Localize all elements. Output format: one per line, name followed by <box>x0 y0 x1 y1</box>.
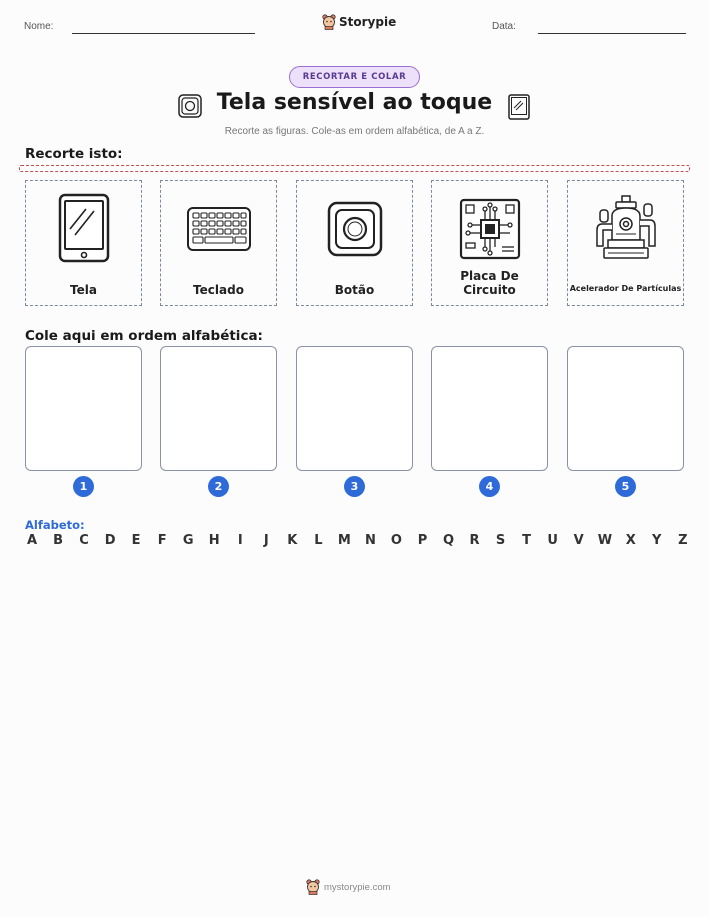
number-badge-4: 4 <box>479 476 500 497</box>
name-label: Nome: <box>24 21 54 32</box>
activity-badge: RECORTAR E COLAR <box>289 66 420 88</box>
storypie-logo <box>322 14 396 30</box>
alphabet-letter: I <box>237 533 243 548</box>
alphabet-letter: H <box>208 533 220 548</box>
cut-card-acelerador-de-particulas[interactable] <box>567 180 684 306</box>
number-badge-5: 5 <box>615 476 636 497</box>
page-title: Tela sensível ao toque <box>216 90 493 115</box>
cut-section-label: Recorte isto: <box>25 146 123 162</box>
name-line[interactable] <box>72 33 255 34</box>
alphabet-letter: O <box>390 533 402 548</box>
alphabet-row <box>25 533 690 548</box>
paste-section-label: Cole aqui em ordem alfabética: <box>25 328 263 344</box>
circuit-board-icon <box>458 197 522 261</box>
alphabet-letter: A <box>26 533 38 548</box>
paste-box-4[interactable] <box>431 346 548 471</box>
paste-box-2[interactable] <box>160 346 277 471</box>
alphabet-letter: Q <box>442 533 455 548</box>
paste-box-5[interactable] <box>567 346 684 471</box>
card-label: Acelerador De Partículas <box>569 284 682 293</box>
number-badge-3: 3 <box>344 476 365 497</box>
alphabet-label: Alfabeto: <box>25 518 85 532</box>
brand-name: Storypie <box>339 15 397 29</box>
card-label: Botão <box>334 283 375 297</box>
number-badge-2: 2 <box>208 476 229 497</box>
alphabet-letter: X <box>625 533 636 548</box>
alphabet-letter: J <box>263 533 269 548</box>
alphabet-letter: N <box>364 533 376 548</box>
bear-icon <box>322 14 336 30</box>
card-label: Teclado <box>193 283 244 297</box>
alphabet-letter: W <box>597 533 613 548</box>
alphabet-letter: M <box>337 533 351 548</box>
alphabet-letter: S <box>495 533 506 548</box>
alphabet-letter: Z <box>678 533 688 548</box>
cut-card-botao[interactable] <box>296 180 413 306</box>
alphabet-letter: B <box>53 533 63 548</box>
alphabet-letter: P <box>417 533 428 548</box>
keyboard-icon <box>186 206 252 252</box>
alphabet-letter: R <box>469 533 480 548</box>
particle-accelerator-icon <box>594 194 658 264</box>
cut-line <box>19 165 690 172</box>
number-badge-1: 1 <box>73 476 94 497</box>
alphabet-letter: C <box>79 533 89 548</box>
bear-icon <box>306 879 320 895</box>
instructions: Recorte as figuras. Cole-as em ordem alfabética, de A a Z. <box>224 126 485 137</box>
paste-box-1[interactable] <box>25 346 142 471</box>
cut-card-placa-de-circuito[interactable] <box>431 180 548 306</box>
alphabet-letter: E <box>131 533 141 548</box>
date-label: Data: <box>492 21 516 32</box>
button-icon <box>326 200 384 258</box>
alphabet-letter: K <box>287 533 298 548</box>
date-line[interactable] <box>538 33 686 34</box>
footer <box>306 879 391 895</box>
tablet-icon <box>56 193 112 265</box>
alphabet-letter: F <box>157 533 167 548</box>
paste-box-3[interactable] <box>296 346 413 471</box>
card-label: Placa De Circuito <box>460 269 519 297</box>
alphabet-letter: T <box>522 533 532 548</box>
alphabet-letter: Y <box>652 533 662 548</box>
alphabet-letter: U <box>547 533 558 548</box>
alphabet-letter: L <box>314 533 323 548</box>
tablet-icon <box>507 94 531 120</box>
card-label: Tela <box>70 283 97 297</box>
alphabet-letter: D <box>104 533 116 548</box>
alphabet-letter: V <box>573 533 584 548</box>
cut-card-tela[interactable] <box>25 180 142 306</box>
footer-url[interactable]: mystorypie.com <box>324 881 391 893</box>
alphabet-letter: G <box>182 533 194 548</box>
cut-card-teclado[interactable] <box>160 180 277 306</box>
